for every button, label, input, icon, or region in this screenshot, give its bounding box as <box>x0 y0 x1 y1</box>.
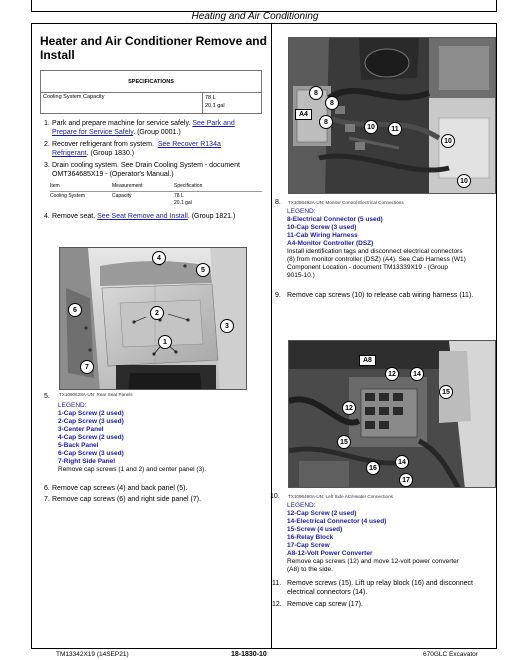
legend-item: A4-Monitor Controller (DSZ) <box>287 240 374 247</box>
step-number: 7. <box>44 496 50 503</box>
step-12-text: Remove cap screw (17). <box>287 601 363 608</box>
recover-refrigerant-link[interactable]: See Recover R134a <box>157 141 221 148</box>
footer-doc-id: TM13342X19 (14SEP21) <box>56 651 129 658</box>
step-text-line2 <box>52 128 181 137</box>
step-4-group: . (Group 1821.) <box>187 213 236 220</box>
callout-14: 14 <box>395 455 409 469</box>
cell-spec-metric: 78 L <box>174 193 184 199</box>
callout-12: 12 <box>385 367 399 381</box>
legend-item: 4-Cap Screw (2 used) <box>58 434 124 441</box>
col-item: Item <box>50 183 60 189</box>
step-2-group: . (Group 1830.) <box>86 150 135 157</box>
page-frame-left <box>31 0 32 11</box>
spec-value <box>203 93 261 113</box>
legend-item: 12-Cap Screw (2 used) <box>287 510 357 517</box>
callout-16: 16 <box>366 461 380 475</box>
rear-seat-panels-photo <box>59 247 247 390</box>
step-number: 2. <box>44 141 50 148</box>
step-text <box>52 140 221 149</box>
legend-item: 10-Cap Screw (3 used) <box>287 224 357 231</box>
legend-item: 16-Relay Block <box>287 534 334 541</box>
callout-2: 2 <box>150 306 164 320</box>
step-number: 5. <box>44 393 50 400</box>
callout-3: 3 <box>220 319 234 333</box>
step-text <box>52 212 235 221</box>
step-8-action: (8) from monitor controller (DSZ) (A4). See Cab Harness (W1) <box>287 256 466 263</box>
step-number: 11. <box>272 580 282 587</box>
step-1-group: . (Group 0001.) <box>133 129 181 136</box>
step-text-line2 <box>52 149 134 158</box>
step-1-text: Park and prepare machine for service safely. <box>52 120 191 127</box>
step-2-text: Recover refrigerant from system. <box>52 141 154 148</box>
legend-item: 2-Cap Screw (3 used) <box>58 418 124 425</box>
step-7-text: Remove cap screws (6) and right side panel (7). <box>52 496 202 503</box>
step-number: 12. <box>272 601 282 608</box>
specifications-table <box>40 70 262 114</box>
step-number: 3. <box>44 162 50 169</box>
legend-item: 17-Cap Screw <box>287 542 330 549</box>
callout-10: 10 <box>364 120 378 134</box>
spec-heading: SPECIFICATIONS <box>41 71 261 93</box>
legend-heading: LEGEND: <box>287 502 316 509</box>
left-side-ac-heater-illustration <box>289 341 496 488</box>
spec-value-metric: 78 L <box>205 95 216 101</box>
legend-item: 1-Cap Screw (2 used) <box>58 410 124 417</box>
callout-12: 12 <box>342 401 356 415</box>
legend-item: A8-12-Volt Power Converter <box>287 550 373 557</box>
capacity-table <box>50 183 262 207</box>
legend-item: 15-Screw (4 used) <box>287 526 343 533</box>
monitor-controller-illustration <box>289 38 496 194</box>
callout-10: 10 <box>441 134 455 148</box>
callout-8: 8 <box>319 115 333 129</box>
step-number: 9. <box>275 292 281 299</box>
step-10-action: Remove cap screws (12) and move 12-volt power converter <box>287 558 459 565</box>
step-number: 4. <box>44 213 50 220</box>
step-number: 1. <box>44 120 50 127</box>
monitor-legend <box>287 208 497 280</box>
step-text <box>52 119 235 128</box>
callout-4: 4 <box>152 251 166 265</box>
page-frame-right <box>496 0 497 11</box>
callout-15: 15 <box>337 435 351 449</box>
header-rule <box>31 23 497 24</box>
recover-refrigerant-link-cont[interactable]: Refrigerant <box>52 150 87 157</box>
callout-15: 15 <box>439 385 453 399</box>
legend-item: 3-Center Panel <box>58 426 104 433</box>
step-5-action: Remove cap screws (1 and 2) and center panel (3). <box>58 466 207 473</box>
callout-8: 8 <box>325 96 339 110</box>
step-6-text: Remove cap screws (4) and back panel (5). <box>52 485 188 492</box>
callout-7: 7 <box>80 360 94 374</box>
left-side-legend <box>287 502 497 574</box>
callout-17: 17 <box>399 473 413 487</box>
left-rule <box>31 24 32 648</box>
seat-remove-link[interactable]: See Seat Remove and Install <box>97 213 188 220</box>
legend-heading: LEGEND: <box>287 208 316 215</box>
cell-item: Cooling System <box>50 193 86 199</box>
cell-measurement: Capacity <box>112 193 132 199</box>
step-9-text: Remove cap screws (10) to release cab wiring harness (11). <box>287 292 474 299</box>
callout-8: 8 <box>309 86 323 100</box>
step-number: 6. <box>44 485 50 492</box>
cell-specification <box>174 193 192 207</box>
legend-item: 6-Cap Screw (3 used) <box>58 450 124 457</box>
spec-item: Cooling System Capacity <box>41 93 203 113</box>
callout-14: 14 <box>410 367 424 381</box>
page-title: Heater and Air Conditioner Remove and Install <box>40 34 267 62</box>
callout-1: 1 <box>158 335 172 349</box>
left-side-ac-heater-photo <box>288 340 496 488</box>
section-header: Heating and Air Conditioning <box>191 11 319 22</box>
footer-page-number: 18-1830-10 <box>231 651 267 658</box>
cell-spec-imperial: 20.1 gal <box>174 200 192 206</box>
step-number: 8. <box>275 199 281 206</box>
legend-item: 11-Cab Wiring Harness <box>287 232 358 239</box>
column-divider <box>271 24 272 648</box>
step-8-action: Component Location - document TM13339X19 - (Group <box>287 264 449 271</box>
capacity-table-row <box>50 193 262 207</box>
step-8-action: Install identification tags and disconnect electrical connectors <box>287 248 463 255</box>
step-10-action: (A8) to the side. <box>287 566 333 573</box>
legend-item: 7-Right Side Panel <box>58 458 116 465</box>
legend-item: 8-Electrical Connector (5 used) <box>287 216 383 223</box>
capacity-table-header <box>50 183 262 190</box>
left-side-caption: TX1096490A-UN: Left Side AC/Heater Connections <box>288 494 393 499</box>
step-8-action: 9015-10.) <box>287 272 315 279</box>
col-measurement: Measurement <box>112 183 143 189</box>
step-number: 10. <box>270 493 280 500</box>
rear-seat-legend <box>58 402 268 474</box>
callout-a8: A8 <box>359 355 376 366</box>
park-prepare-link-cont[interactable]: Prepare for Service Safely <box>52 129 134 136</box>
callout-5: 5 <box>196 263 210 277</box>
park-prepare-link[interactable]: See Park and <box>192 120 235 127</box>
monitor-controller-photo <box>288 37 496 194</box>
footer-rule <box>31 648 497 649</box>
spec-value-imperial: 20.1 gal <box>205 103 225 109</box>
callout-10: 10 <box>457 174 471 188</box>
legend-heading: LEGEND: <box>58 402 87 409</box>
legend-item: 14-Electrical Connector (4 used) <box>287 518 387 525</box>
footer-model: 670GLC Excavator <box>423 651 478 658</box>
step-3-text-line2: OMT364685X19 - (Operator's Manual.) <box>52 171 174 178</box>
rear-seat-caption: TX1090628A-UN: Rear Seat Panels <box>59 392 133 397</box>
step-11-text: Remove screws (15). Lift up relay block (16) and disconnect <box>287 580 473 587</box>
step-3-text: Drain cooling system. See Drain Cooling System - document <box>52 162 240 169</box>
callout-a4: A4 <box>295 109 312 120</box>
legend-item: 5-Back Panel <box>58 442 99 449</box>
col-specification: Specification <box>174 183 203 189</box>
table-rule <box>50 191 262 192</box>
step-4-text: Remove seat. <box>52 213 96 220</box>
spec-row <box>41 93 261 113</box>
monitor-caption: TX1096492A-UN: Monitor Control Electrical Connections <box>288 200 404 205</box>
step-11-text-line2: electrical connectors (14). <box>287 589 368 596</box>
callout-11: 11 <box>388 122 402 136</box>
callout-6: 6 <box>68 303 82 317</box>
